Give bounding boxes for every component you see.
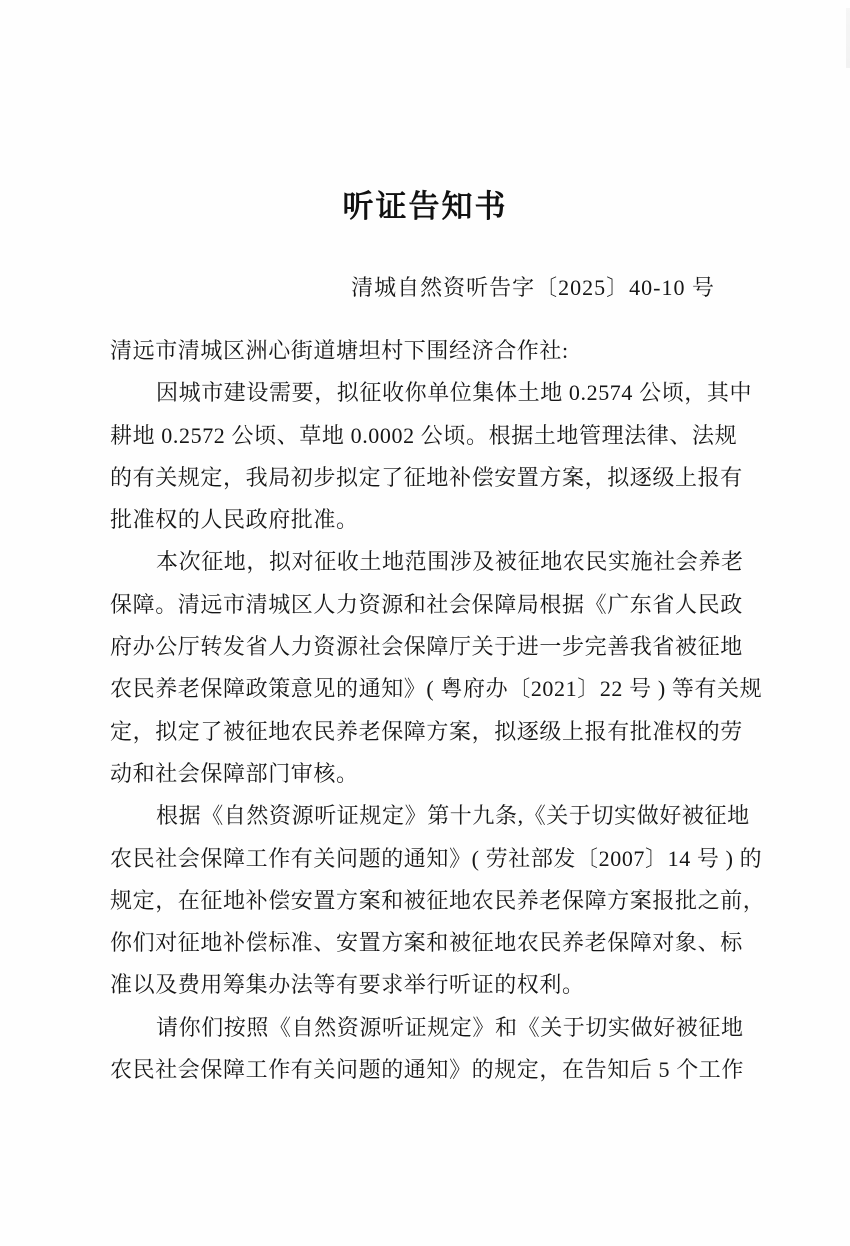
body-line: 的有关规定，我局初步拟定了征地补偿安置方案，拟逐级上报有 bbox=[110, 464, 743, 490]
body-line: 规定，在征地补偿安置方案和被征地农民养老保障方案报批之前， bbox=[110, 887, 766, 913]
body-line: 保障。清远市清城区人力资源和社会保障局根据《广东省人民政 bbox=[110, 591, 743, 617]
body-line: 你们对征地补偿标准、安置方案和被征地农民养老保障对象、标 bbox=[110, 930, 743, 956]
body-line: 定，拟定了被征地农民养老保障方案，拟逐级上报有批准权的劳 bbox=[110, 718, 743, 744]
body-line: 准以及费用筹集办法等有要求举行听证的权利。 bbox=[110, 972, 585, 998]
body-line: 请你们按照《自然资源听证规定》和《关于切实做好被征地 bbox=[156, 1014, 744, 1040]
body-line: 本次征地，拟对征收土地范围涉及被征地农民实施社会养老 bbox=[156, 549, 744, 575]
body-line: 根据《自然资源听证规定》第十九条,《关于切实做好被征地 bbox=[156, 803, 750, 829]
body-line: 动和社会保障部门审核。 bbox=[110, 760, 359, 786]
body-line: 农民养老保障政策意见的通知》( 粤府办〔2021〕22 号 ) 等有关规 bbox=[110, 676, 763, 702]
body-line: 府办公厅转发省人力资源社会保障厅关于进一步完善我省被征地 bbox=[110, 634, 743, 660]
document-title: 听证告知书 bbox=[342, 189, 508, 224]
document-body bbox=[110, 330, 766, 1091]
body-line: 农民社会保障工作有关问题的通知》的规定，在告知后 5 个工作 bbox=[110, 1057, 745, 1083]
body-line: 农民社会保障工作有关问题的通知》( 劳社部发〔2007〕14 号 ) 的 bbox=[110, 845, 763, 871]
scan-artifact bbox=[846, 8, 850, 68]
document-number: 清城自然资听告字〔2025〕40-10 号 bbox=[351, 275, 715, 300]
body-line: 耕地 0.2572 公顷、草地 0.0002 公顷。根据土地管理法律、法规 bbox=[110, 422, 738, 448]
body-line: 批准权的人民政府批准。 bbox=[110, 507, 359, 533]
addressee-line: 清远市清城区洲心街道塘坦村下围经济合作社: bbox=[110, 338, 569, 363]
body-line: 因城市建设需要，拟征收你单位集体土地 0.2574 公顷，其中 bbox=[156, 380, 753, 406]
